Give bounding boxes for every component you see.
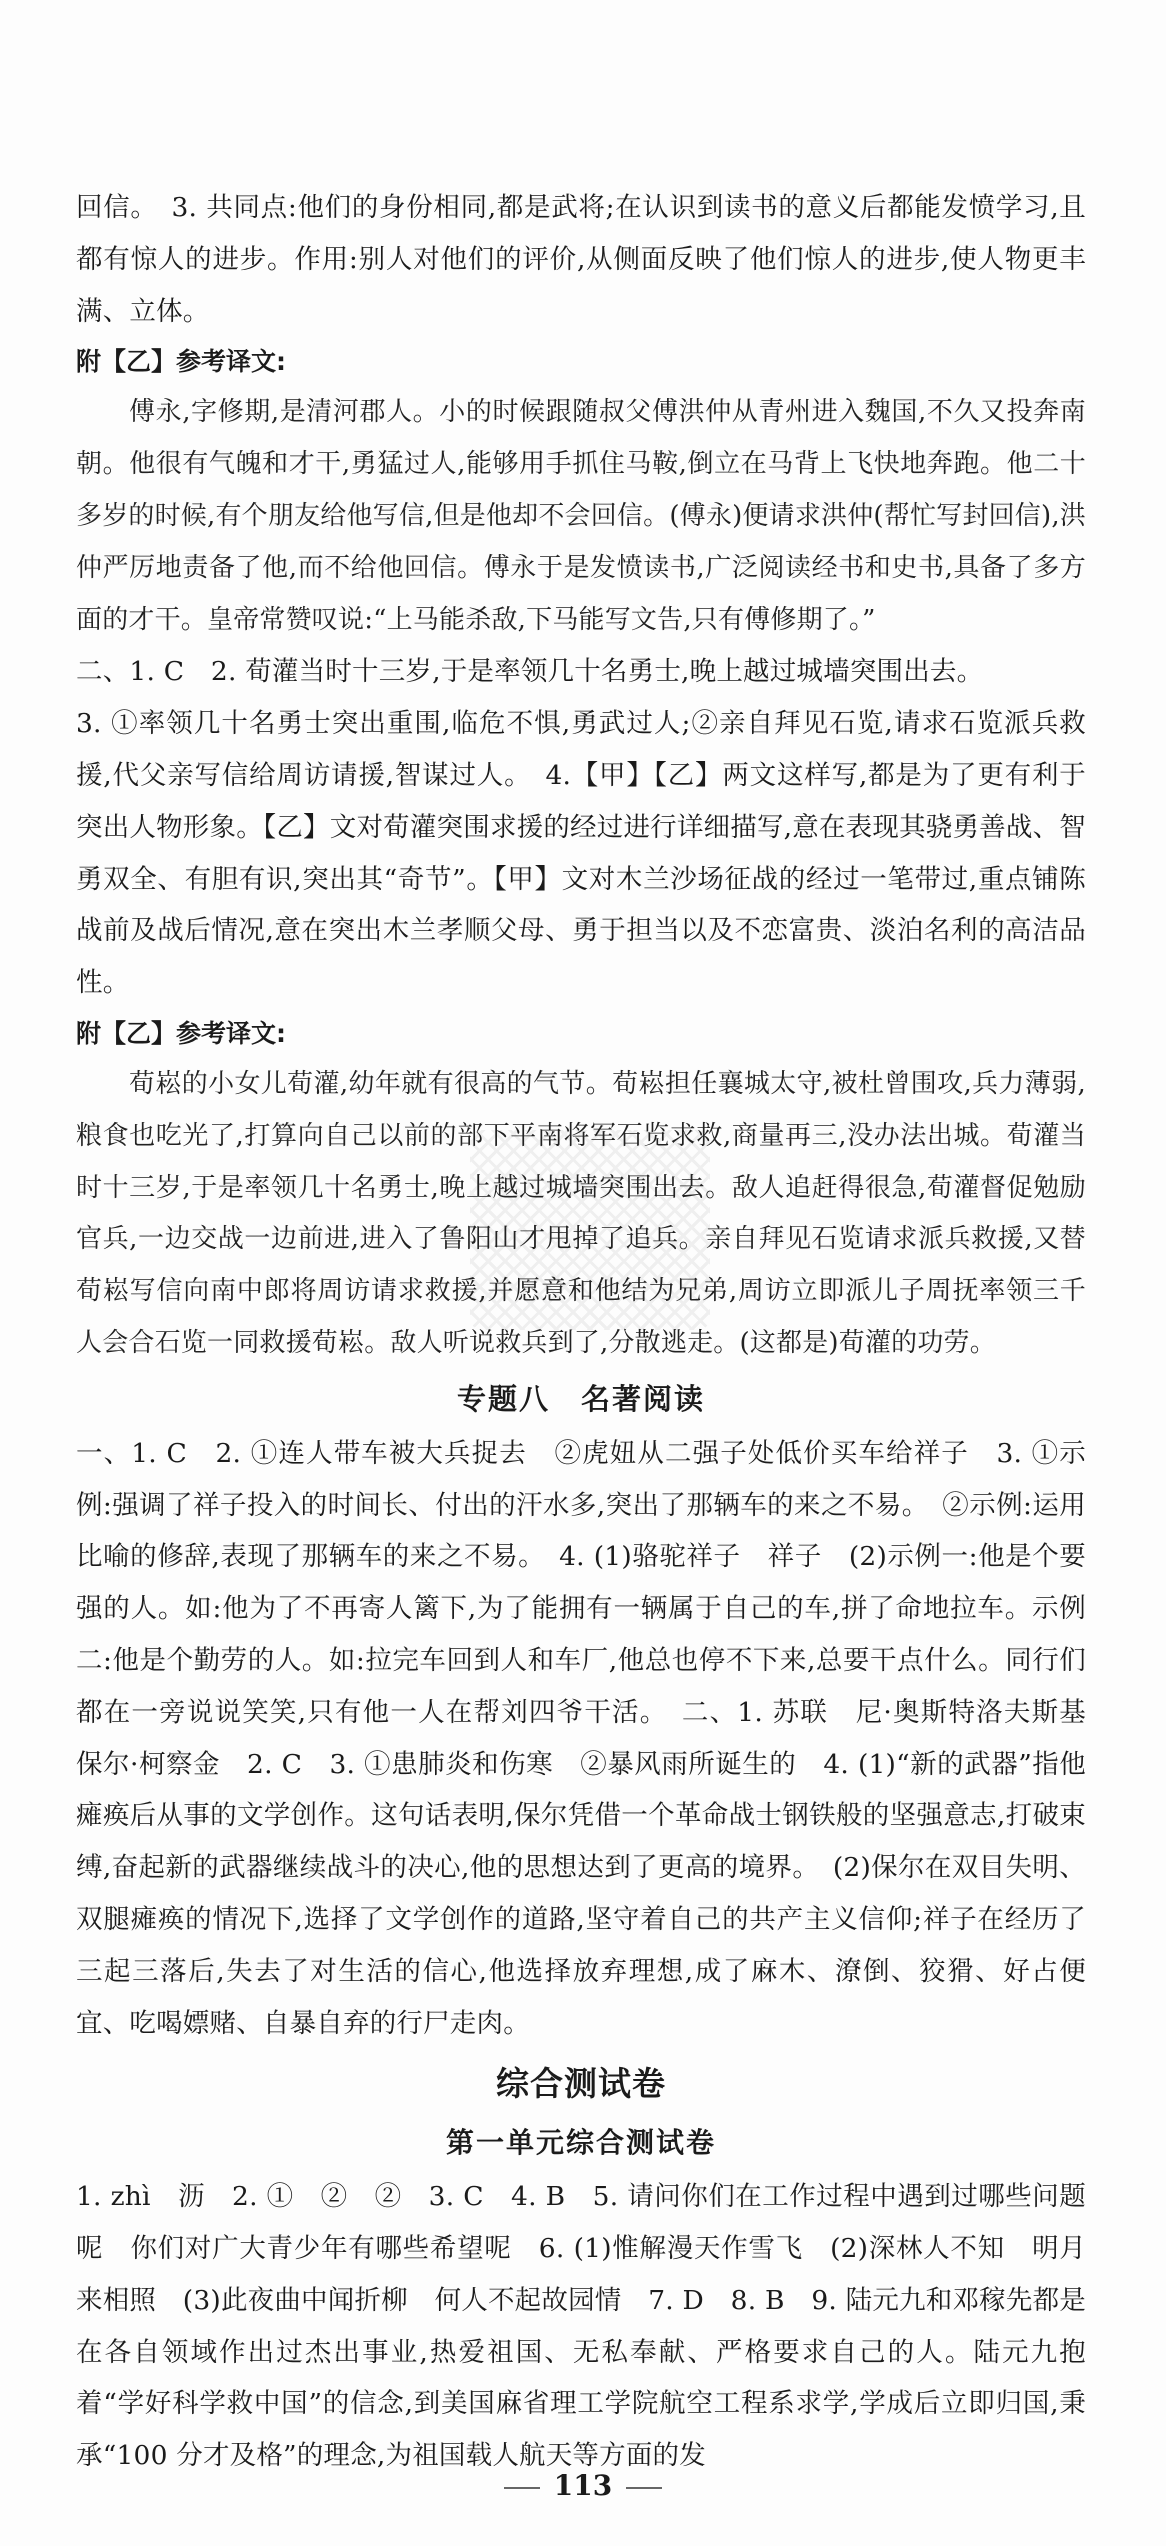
- translation-paragraph: 傅永,字修期,是清河郡人。小的时候跟随叔父傅洪仲从青州进入魏国,不久又投奔南朝。他很有气魄和才干,勇猛过人,能够用手抓住马鞍,倒立在马背上飞快地奔跑。他二十多岁的时候,有个朋友给他写信,但是他却不会回信。(傅永)便请求洪仲(帮忙写封回信),洪仲严厉地责备了他,而不给他回信。傅永于是发愤读书,广泛阅读经书和史书,具备了多方面的才干。皇帝常赞叹说:“上马能杀敌,下马能写文告,只有傅修期了。”: [76, 397, 1086, 635]
- answer-paragraph: 回信。 3. 共同点:他们的身份相同,都是武将;在认识到读书的意义后都能发愤学习,且都有惊人的进步。作用:别人对他们的评价,从侧面反映了他们惊人的进步,使人物更丰满、立体。: [76, 192, 1086, 327]
- appendix-heading: 附【乙】参考译文:: [76, 1018, 286, 1048]
- document-body: [76, 182, 1113, 2482]
- page-number-text: 113: [553, 2469, 613, 2502]
- section-heading: 专题八 名著阅读: [456, 1381, 705, 1416]
- dash-right: [626, 2487, 662, 2489]
- unit-test-heading: 第一单元综合测试卷: [445, 2126, 716, 2160]
- translation-paragraph: 荀崧的小女儿荀灌,幼年就有很高的气节。荀崧担任襄城太守,被杜曾围攻,兵力薄弱,粮食也吃光了,打算向自己以前的部下平南将军石览求救,商量再三,没办法出城。荀灌当时十三岁,于是率领几十名勇士,晚上越过城墙突围出去。敌人追赶得很急,荀灌督促勉励官兵,一边交战一边前进,进入了鲁阳山才甩掉了追兵。亲自拜见石览请求派兵救援,又替荀崧写信向南中郎将周访请求救援,并愿意和他结为兄弟,周访立即派儿子周抚率领三千人会合石览一同救援荀崧。敌人听说救兵到了,分散逃走。(这都是)荀灌的功劳。: [76, 1068, 1086, 1358]
- comprehensive-test-heading: 综合测试卷: [496, 2064, 666, 2104]
- answer-paragraph: 1. zhì 沥 2. ① ② ② 3. C 4. B 5. 请问你们在工作过程中遇到过哪些问题呢 你们对广大青少年有哪些希望呢 6. (1)惟解漫天作雪飞 (2)深林人不知 明月来相照 (3)此夜曲中闻折柳 何人不起故园情 7. D 8. B 9. 陆元九和邓稼先都是在各自领域作出过杰出事业,热爱祖国、无私奉献、严格要求自己的人。陆元九抱着“学好科学救中国”的信念,到美国麻省理工学院航空工程系求学,学成后立即归国,秉承“100 分才及格”的理念,为祖国载人航天等方面的发: [76, 2181, 1086, 2472]
- appendix-heading: 附【乙】参考译文:: [76, 347, 286, 377]
- answer-paragraph: 二、1. C 2. 荀灌当时十三岁,于是率领几十名勇士,晚上越过城墙突围出去。: [76, 656, 984, 688]
- answer-paragraph: 一、1. C 2. ①连人带车被大兵捉去 ②虎妞从二强子处低价买车给祥子 3. ①示例:强调了祥子投入的时间长、付出的汗水多,突出了那辆车的来之不易。 ②示例:运用比喻的修辞,表现了那辆车的来之不易。 4. (1)骆驼祥子 祥子 (2)示例一:他是个要强的人。如:他为了不再寄人篱下,为了能拥有一辆属于自己的车,拼了命地拉车。示例二:他是个勤劳的人。如:拉完车回到人和车厂,他总也停不下来,总要干点什么。同行们都在一旁说说笑笑,只有他一人在帮刘四爷干活。 二、1. 苏联 尼·奥斯特洛夫斯基 保尔·柯察金 2. C 3. ①患肺炎和伤寒 ②暴风雨所诞生的 4. (1)“新的武器”指他瘫痪后从事的文学创作。这句话表明,保尔凭借一个革命战士钢铁般的坚强意志,打破束缚,奋起新的武器继续战斗的决心,他的思想达到了更高的境界。 (2)保尔在双目失明、双腿瘫痪的情况下,选择了文学创作的道路,坚守着自己的共产主义信仰;祥子在经历了三起三落后,失去了对生活的信心,他选择放弃理想,成了麻木、潦倒、狡猾、好占便宜、吃喝嫖赌、自暴自弃的行尸走肉。: [76, 1437, 1113, 2039]
- answer-paragraph: 3. ①率领几十名勇士突出重围,临危不惧,勇武过人;②亲自拜见石览,请求石览派兵救援,代父亲写信给周访请援,智谋过人。 4.【甲】【乙】两文这样写,都是为了更有利于突出人物形象。【乙】文对荀灌突围求援的经过进行详细描写,意在表现其骁勇善战、智勇双全、有胆有识,突出其“奇节”。【甲】文对木兰沙场征战的经过一笔带过,重点铺陈战前及战后情况,意在突出木兰孝顺父母、勇于担当以及不恋富贵、淡泊名利的高洁品性。: [76, 708, 1086, 999]
- dash-left: [504, 2487, 540, 2489]
- page-number: [0, 2466, 1166, 2506]
